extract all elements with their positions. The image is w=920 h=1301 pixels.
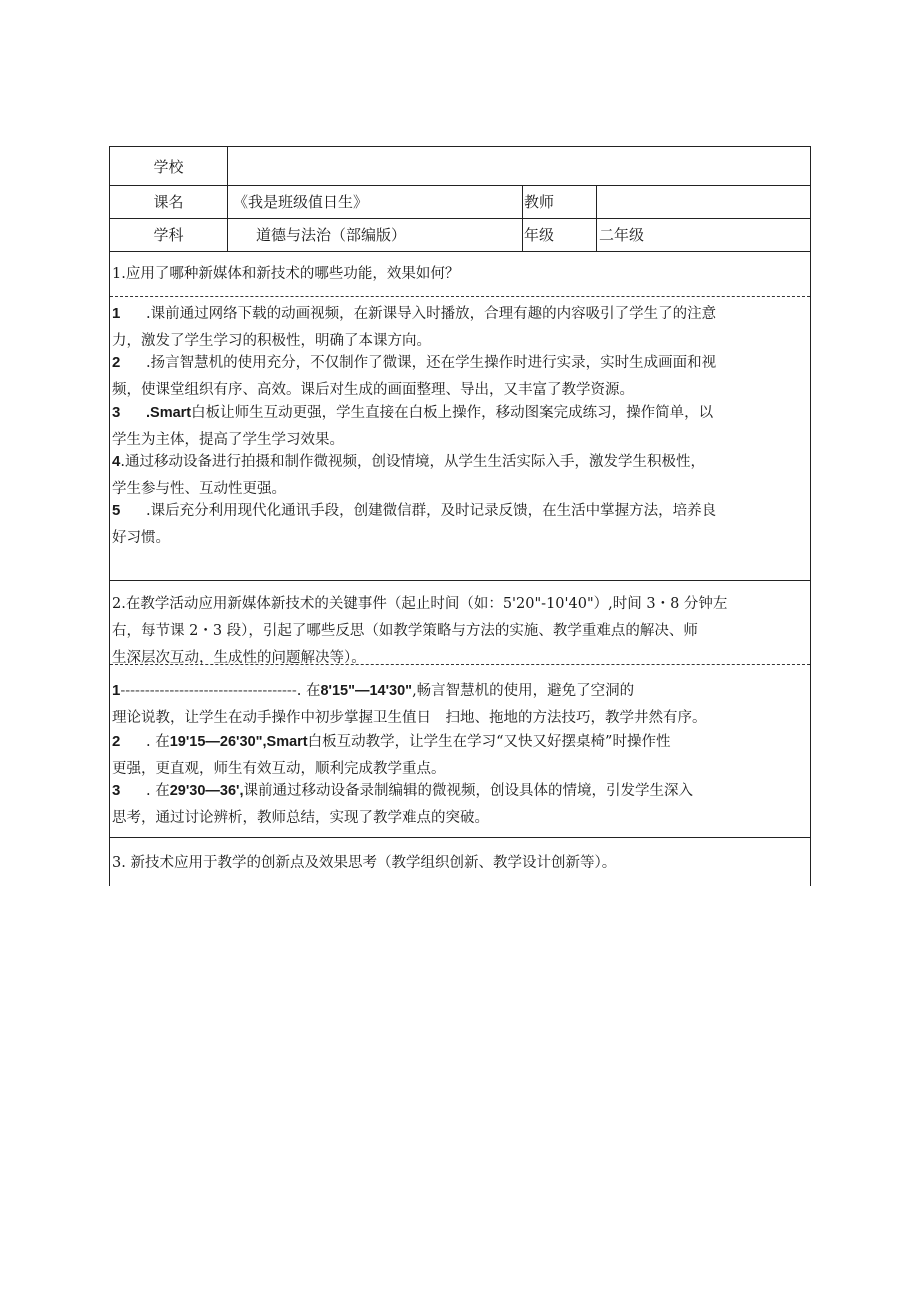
- item-text-cont: 思考，通过讨论辨析，教师总结，实现了教学难点的突破。: [112, 810, 489, 826]
- col-divider: [522, 185, 523, 251]
- item-number: 2: [112, 733, 121, 750]
- item-timestamp: 19'15—26'30",Smart: [169, 734, 308, 750]
- question-2-line: 生深层次互动，生成性的问题解决等）。: [112, 650, 366, 666]
- item-text: .通过移动设备进行拍摄和制作微视频，创设情境，从学生生活实际入手，激发学生积极性，: [120, 454, 705, 470]
- row-divider: [110, 251, 810, 252]
- item-text-cont: 力，激发了学生学习的积极性，明确了本课方向。: [112, 333, 431, 349]
- item-number: 3: [112, 404, 121, 421]
- teacher-label: 教师: [524, 193, 555, 211]
- item-keyword: .Smart: [146, 405, 192, 421]
- answer-1-item: [112, 399, 806, 454]
- item-number: 3: [112, 782, 121, 799]
- col-divider: [227, 147, 228, 251]
- item-text-cont: 更强，更直观，师生有效互动，顺利完成教学重点。: [112, 761, 446, 777]
- item-text: 白板互动教学，让学生在学习“又快又好摆桌椅”时操作性: [307, 734, 671, 750]
- answer-2-item: [112, 728, 806, 783]
- col-divider: [596, 185, 597, 251]
- item-text: ,畅言智慧机的使用，避免了空洞的: [412, 683, 635, 699]
- answer-1-item: [112, 448, 806, 503]
- item-number: 5: [112, 502, 121, 519]
- section-divider: [110, 580, 810, 581]
- answer-1-item: [112, 497, 806, 552]
- school-label: 学校: [153, 157, 184, 176]
- item-text: . 在: [146, 783, 170, 799]
- item-text-cont: 理论说教，让学生在动手操作中初步掌握卫生值日 扫地、拖地的方法技巧，教学井然有序。: [112, 710, 707, 726]
- section-divider: [110, 664, 810, 665]
- item-number: 1: [112, 305, 121, 322]
- item-number: 2: [112, 354, 121, 371]
- item-timestamp: 29'30—36',: [169, 783, 244, 799]
- grade-label: 年级: [524, 226, 555, 244]
- item-text: .课后充分利用现代化通讯手段，创建微信群，及时记录反馈，在生活中掌握方法，培养良: [146, 503, 717, 519]
- question-1: 1.应用了哪种新媒体和新技术的哪些功能，效果如何？: [112, 266, 460, 282]
- item-text-cont: 频，使课堂组织有序、高效。课后对生成的画面整理、导出，又丰富了教学资源。: [112, 382, 634, 398]
- question-2-line: 右，每节课 2・3 段），引起了哪些反思（如教学策略与方法的实施、教学重难点的解决、师: [112, 623, 698, 639]
- item-text: 白板让师生互动更强，学生直接在白板上操作，移动图案完成练习，操作简单，以: [191, 405, 714, 421]
- subject-label: 学科: [153, 226, 184, 244]
- teacher-field[interactable]: [601, 185, 801, 218]
- item-timestamp: 8'15"—14'30": [320, 683, 413, 699]
- course-field[interactable]: 《我是班级值日生》: [233, 193, 369, 211]
- item-number: 4: [112, 453, 121, 470]
- item-text-cont: 好习惯。: [112, 530, 170, 546]
- item-leader: ------------------------------------: [120, 683, 297, 699]
- subject-field[interactable]: 道德与法治（部编版）: [256, 226, 407, 244]
- item-number: 1: [112, 682, 121, 699]
- section-divider: [110, 296, 810, 297]
- question-2: [112, 591, 806, 672]
- item-text: 课前通过移动设备录制编辑的微视频，创设具体的情境，引发学生深入: [243, 783, 694, 799]
- answer-2-item: [112, 777, 806, 832]
- course-label: 课名: [153, 193, 184, 211]
- item-text: . 在: [146, 734, 170, 750]
- answer-1-item: [112, 349, 806, 404]
- school-field[interactable]: [232, 147, 802, 185]
- answer-1-item: [112, 300, 806, 355]
- item-text: .扬言智慧机的使用充分，不仅制作了微课，还在学生操作时进行实录，实时生成画面和视: [146, 355, 717, 371]
- item-text: .课前通过网络下载的动画视频，在新课导入时播放，合理有趣的内容吸引了学生了的注意: [146, 306, 717, 322]
- question-3: 3. 新技术应用于教学的创新点及效果思考（教学组织创新、教学设计创新等）。: [112, 855, 617, 871]
- question-2-line: 2.在教学活动应用新媒体新技术的关键事件（起止时间（如：5'20"-10'40"）,时间 3・8 分钟左: [112, 596, 728, 612]
- grade-field[interactable]: 二年级: [599, 226, 645, 244]
- item-text-cont: 学生参与性、互动性更强。: [112, 481, 286, 497]
- lesson-report-form: [109, 146, 811, 886]
- item-text: . 在: [296, 683, 321, 699]
- item-text-cont: 学生为主体，提高了学生学习效果。: [112, 432, 344, 448]
- answer-2-item: [112, 677, 806, 732]
- section-divider: [110, 837, 810, 838]
